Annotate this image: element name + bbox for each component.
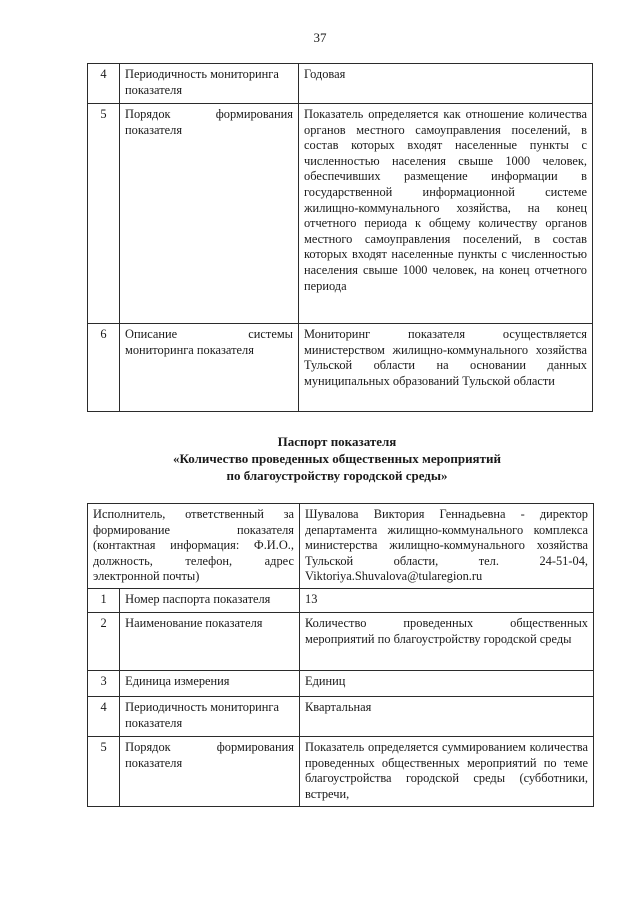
table-row [88, 588, 594, 612]
executor-label: Исполнитель, ответственный за формирование показателя (контактная информация: Ф.И.О., должность, телефон, адрес электронной почты) [88, 504, 300, 589]
row-number: 5 [88, 104, 120, 324]
row-number: 3 [88, 670, 120, 696]
table-row [88, 324, 593, 412]
page-number: 37 [313, 30, 327, 45]
row-value: Единиц [300, 670, 594, 696]
row-value: Количество проведенных общественных мероприятий по благоустройству городской среды [300, 612, 594, 670]
table-row [88, 612, 594, 670]
row-label: Номер паспорта показателя [120, 588, 300, 612]
row-number: 2 [88, 612, 120, 670]
passport-title-line: «Количество проведенных общественных мероприятий [173, 451, 501, 466]
row-number: 4 [88, 64, 120, 104]
row-value: Показатель определяется как отношение количества органов местного самоуправления поселений, в состав которых входят населенные пункты с численностью населения свыше 1000 человек, обеспечивших размещение информации в государственной информационной системе жилищно-коммунального хозяйства, на конец отчетного периода к общему количеству органов местного самоуправления поселений, в состав которых входят населенные пункты с численностью населения свыше 1000 человек, на конец отчетного периода [299, 104, 593, 324]
row-number: 1 [88, 588, 120, 612]
row-value: Показатель определяется суммированием количества проведенных общественных мероприятий по теме благоустройства городской среды (субботники, встречи, [300, 736, 594, 806]
table-row [88, 696, 594, 736]
passport-title-line: Паспорт показателя [277, 434, 397, 449]
row-label: Периодичность мониторинга показателя [120, 696, 300, 736]
indicator-passport-table [87, 503, 594, 807]
row-label: Единица измерения [120, 670, 300, 696]
row-label: Порядок формирования показателя [120, 736, 300, 806]
row-value: Годовая [299, 64, 593, 104]
indicator-passport-table-continued [87, 63, 593, 412]
table-row [88, 104, 593, 324]
executor-value: Шувалова Виктория Геннадьевна - директор департамента жилищно-коммунального комплекса министерства жилищно-коммунального хозяйства Тульской области, тел. 24-51-04, Viktoriya.Shuvalova@tularegion.ru [300, 504, 594, 589]
passport-title [87, 433, 587, 484]
row-value: Мониторинг показателя осуществляется министерством жилищно-коммунального хозяйства Тульской области на основании данных муниципальных образований Тульской области [299, 324, 593, 412]
row-value: Квартальная [300, 696, 594, 736]
row-number: 6 [88, 324, 120, 412]
row-label: Наименование показателя [120, 612, 300, 670]
row-number: 4 [88, 696, 120, 736]
table-row [88, 736, 594, 806]
row-number: 5 [88, 736, 120, 806]
row-value: 13 [300, 588, 594, 612]
row-label: Порядок формирования показателя [120, 104, 299, 324]
table-row [88, 670, 594, 696]
table-row [88, 504, 594, 589]
passport-title-line: по благоустройству городской среды» [226, 468, 448, 483]
row-label: Описание системы мониторинга показателя [120, 324, 299, 412]
row-label: Периодичность мониторинга показателя [120, 64, 299, 104]
table-row [88, 64, 593, 104]
